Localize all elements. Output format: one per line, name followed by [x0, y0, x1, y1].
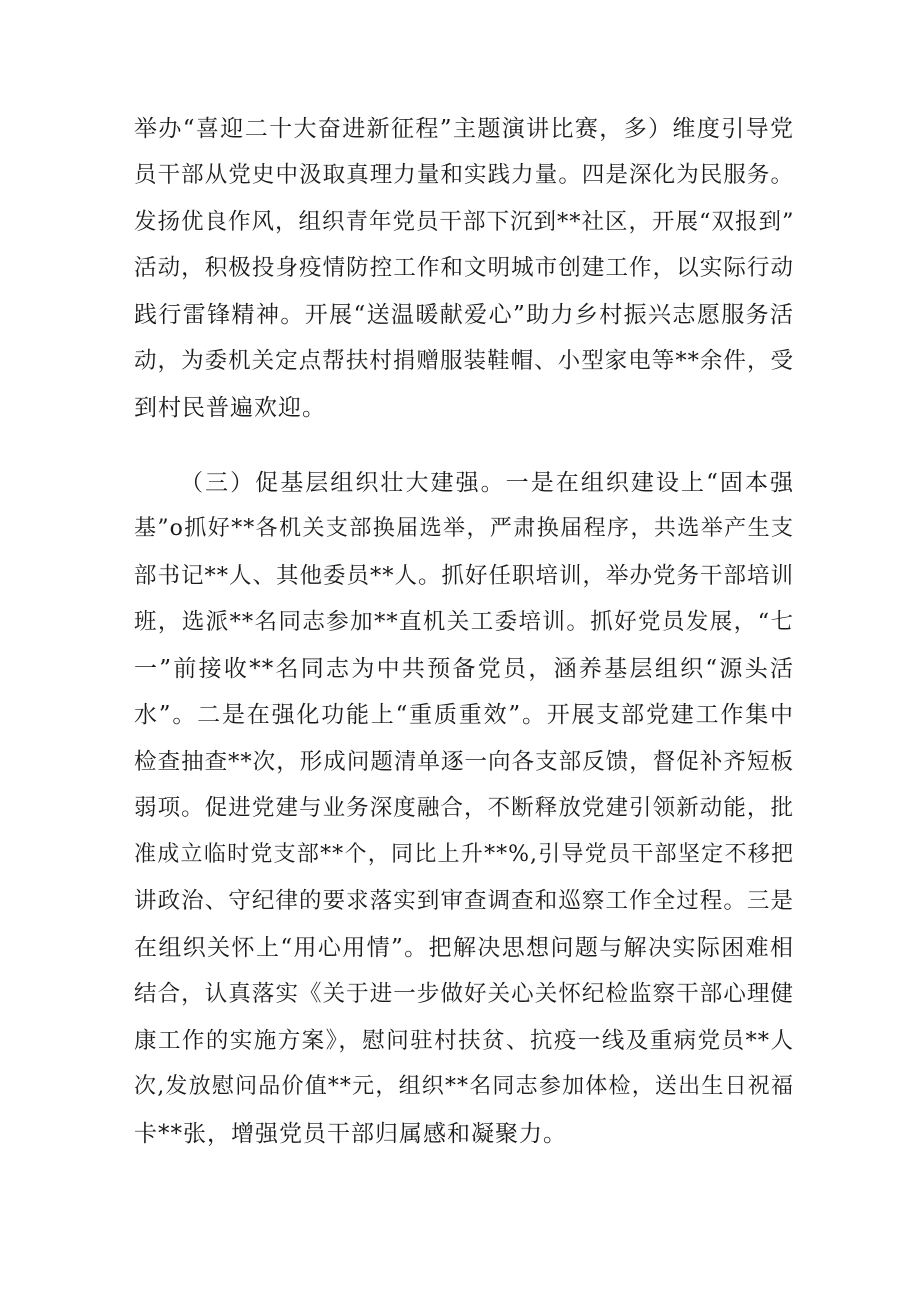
- paragraph-line: 结合，认真落实《关于进一步做好关心关怀纪检监察干部心理健: [134, 981, 794, 1007]
- paragraph-line: 次,发放慰问品价值**元，组织**名同志参加体检，送出生日祝福: [134, 1074, 794, 1099]
- paragraph-line: 水”。二是在强化功能上“重质重效”。开展支部党建工作集中: [134, 702, 794, 728]
- paragraph-line: 准成立临时党支部**个，同比上升**%,引导党员干部坚定不移把: [134, 842, 794, 867]
- paragraph-line: （三）促基层组织壮大建强。一是在组织建设上“固本强: [180, 470, 794, 496]
- paragraph-line: 部书记**人、其他委员**人。抓好任职培训，举办党务干部培训: [134, 563, 795, 589]
- paragraph-line: 发扬优良作风，组织青年党员干部下沉到**社区，开展“双报到”: [134, 209, 795, 235]
- paragraph-line: 检查抽查**次，形成问题清单逐一向各支部反馈，督促补齐短板: [134, 749, 794, 775]
- paragraph-line: 活动，积极投身疫情防控工作和文明城市创建工作，以实际行动: [134, 255, 794, 281]
- paragraph-line: 到村民普遍欢迎。: [134, 395, 326, 421]
- paragraph-line: 动，为委机关定点帮扶村捐赠服装鞋帽、小型家电等**余件，受: [134, 348, 794, 374]
- paragraph-line: 一”前接收**名同志为中共预备党员，涵养基层组织“源头活: [134, 656, 794, 682]
- paragraph-line: 卡**张，增强党员干部归属感和凝聚力。: [134, 1121, 567, 1147]
- paragraph-line: 在组织关怀上“用心用情”。把解决思想问题与解决实际困难相: [134, 935, 794, 961]
- paragraph-line: 践行雷锋精神。开展“送温暖献爱心”助力乡村振兴志愿服务活: [134, 302, 794, 328]
- paragraph-line: 康工作的实施方案》，慰问驻村扶贫、抗疫一线及重病党员**人: [134, 1028, 794, 1054]
- paragraph-line: 举办“喜迎二十大奋进新征程”主题演讲比赛，多）维度引导党: [134, 116, 794, 142]
- paragraph-line: 讲政治、守纪律的要求落实到审查调查和巡察工作全过程。三是: [134, 888, 794, 914]
- paragraph-line: 基”o抓好**各机关支部换届选举，严肃换届程序，共选举产生支: [134, 516, 794, 541]
- paragraph-line: 员干部从党史中汲取真理力量和实践力量。四是深化为民服务。: [134, 162, 794, 188]
- paragraph-line: 班，选派**名同志参加**直机关工委培训。抓好党员发展，“七: [134, 609, 794, 635]
- paragraph-line: 弱项。促进党建与业务深度融合，不断释放党建引领新动能，批: [134, 795, 794, 821]
